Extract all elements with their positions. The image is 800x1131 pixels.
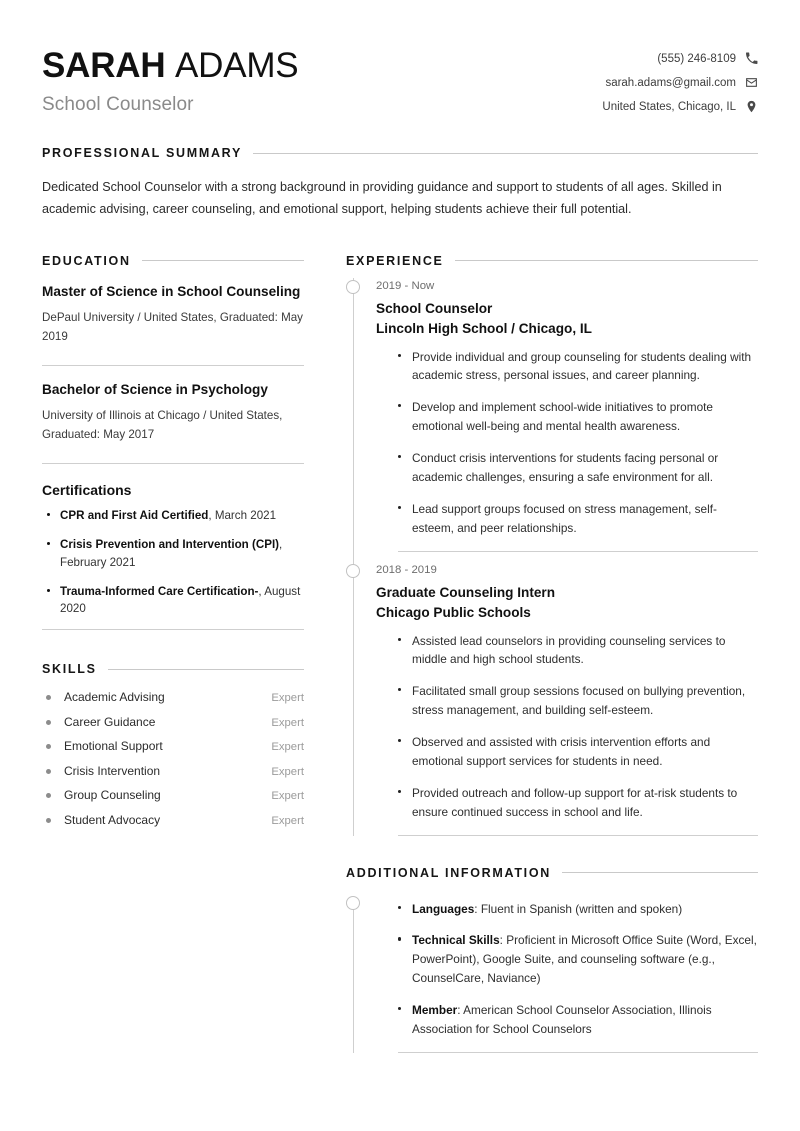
experience-item [376, 268, 758, 552]
experience-heading [346, 254, 758, 268]
education-meta: DePaul University / United States, Graduated: May 2019 [42, 310, 303, 343]
last-name: ADAMS [174, 46, 299, 85]
experience-org: Chicago Public Schools [376, 604, 531, 620]
experience-bullets [376, 632, 758, 822]
contact-phone[interactable] [657, 52, 758, 65]
divider [42, 629, 304, 630]
certification-label: Crisis Prevention and Intervention (CPI) [60, 537, 280, 551]
list-item: Facilitated small group sessions focused on bullying prevention, stress management, and building self-esteem. [398, 682, 758, 720]
resume-header [42, 40, 758, 116]
location-pin-icon [745, 100, 758, 113]
certification-detail: , February 2021 [60, 537, 283, 569]
summary-heading [42, 146, 758, 160]
additional-label: Languages [412, 901, 475, 916]
certification-label: CPR and First Aid Certified [60, 508, 209, 522]
heading-rule [455, 260, 758, 261]
full-name [42, 46, 298, 85]
list-item [398, 1001, 758, 1039]
timeline-line [353, 278, 354, 836]
list-item [42, 764, 304, 778]
education-heading-text: EDUCATION [42, 253, 131, 268]
divider [398, 835, 758, 836]
additional-bullets [376, 900, 758, 1039]
skill-name: Student Advocacy [64, 812, 161, 827]
skill-name: Crisis Intervention [64, 763, 161, 778]
job-title: School Counselor [42, 94, 194, 116]
divider [398, 1052, 758, 1053]
additional-information-section [346, 866, 758, 1053]
contact-location[interactable] [602, 100, 758, 113]
left-column [42, 254, 304, 838]
list-item [398, 900, 758, 919]
list-item [42, 583, 304, 619]
skill-level: Expert [271, 765, 304, 778]
skill-level: Expert [271, 716, 304, 729]
additional-label: Technical Skills [412, 933, 500, 948]
list-item: Develop and implement school-wide initiatives to promote emotional well-being and mental health awareness. [398, 398, 758, 436]
skill-level: Expert [271, 741, 304, 754]
identity-block [42, 46, 298, 116]
additional-label: Member [412, 1003, 458, 1017]
skill-name: Emotional Support [64, 739, 163, 754]
experience-timeline [346, 268, 758, 836]
additional-detail: : Proficient in Microsoft Office Suite (Word, Excel, PowerPoint), Google Suite, and counseling software (e.g., CounselCare, Naviance) [412, 933, 757, 986]
list-item [42, 715, 304, 729]
experience-item [376, 552, 758, 836]
experience-date: 2018 - 2019 [376, 563, 437, 576]
timeline-dot-icon [346, 896, 360, 910]
list-item: Observed and assisted with crisis intervention efforts and emotional support services for students in need. [398, 733, 758, 771]
contact-email[interactable] [605, 76, 758, 89]
list-item: Conduct crisis interventions for students facing personal or academic challenges, ensuring a safe environment for all. [398, 449, 758, 487]
additional-detail: : American School Counselor Association, Illinois Association for School Counselors [412, 1003, 712, 1036]
list-item: Lead support groups focused on stress management, self-esteem, and peer relationships. [398, 500, 758, 538]
list-item [42, 788, 304, 802]
list-item [398, 931, 758, 988]
education-heading [42, 254, 304, 268]
additional-heading-text: ADDITIONAL INFORMATION [346, 865, 551, 880]
skill-name: Academic Advising [64, 690, 165, 705]
list-item [42, 813, 304, 827]
timeline-dot-icon [346, 564, 360, 578]
experience-role: School Counselor [376, 300, 493, 316]
list-item [42, 507, 304, 525]
right-column [346, 254, 758, 1053]
education-item [42, 268, 304, 347]
summary-section [42, 146, 758, 220]
education-degree: Bachelor of Science in Psychology [42, 381, 268, 397]
list-item [42, 536, 304, 572]
certifications-heading: Certifications [42, 481, 132, 498]
divider [42, 463, 304, 464]
list-item: Provide individual and group counseling for students dealing with academic stress, personal issues, and career planning. [398, 348, 758, 386]
experience-section [346, 254, 758, 836]
list-item: Assisted lead counselors in providing counseling services to middle and high school students. [398, 632, 758, 670]
skill-level: Expert [271, 790, 304, 803]
heading-rule [108, 669, 304, 670]
content-columns [42, 254, 758, 1053]
experience-bullets [376, 348, 758, 538]
education-meta: University of Illinois at Chicago / United States, Graduated: May 2017 [42, 409, 283, 441]
phone-icon [745, 52, 758, 65]
skills-heading-text: SKILLS [42, 662, 97, 677]
contact-location-text: United States, Chicago, IL [602, 100, 736, 113]
list-item: Provided outreach and follow-up support for at-risk students to ensure continued success in school and life. [398, 784, 758, 822]
heading-rule [142, 260, 304, 261]
additional-timeline [346, 894, 758, 1053]
experience-heading-text: EXPERIENCE [346, 253, 444, 268]
contact-phone-text: (555) 246-8109 [657, 52, 736, 65]
certification-detail: , March 2021 [208, 508, 277, 522]
skill-name: Group Counseling [64, 788, 161, 803]
contact-email-text: sarah.adams@gmail.com [605, 76, 736, 89]
contact-list [602, 46, 758, 113]
skills-list [42, 690, 304, 827]
list-item [42, 739, 304, 753]
timeline-line [353, 904, 354, 1053]
skills-heading [42, 662, 304, 676]
additional-detail: : Fluent in Spanish (written and spoken) [474, 901, 683, 916]
education-degree: Master of Science in School Counseling [42, 283, 301, 299]
certifications-list [42, 507, 304, 619]
summary-heading-text: PROFESSIONAL SUMMARY [42, 146, 242, 161]
certification-label: Trauma-Informed Care Certification- [60, 584, 259, 598]
certification-detail: , August 2020 [60, 584, 301, 616]
skill-level: Expert [271, 814, 304, 827]
skill-level: Expert [271, 692, 304, 705]
heading-rule [253, 153, 758, 154]
additional-item [376, 894, 758, 1053]
skills-section [42, 662, 304, 827]
first-name: SARAH [42, 46, 166, 85]
experience-date: 2019 - Now [376, 279, 435, 292]
additional-heading [346, 866, 758, 880]
experience-role: Graduate Counseling Intern [376, 584, 556, 600]
summary-text: Dedicated School Counselor with a strong background in providing guidance and support to students of all ages. Skilled in academic advising, career counseling, and emotional support, helping students achieve their full potential. [42, 180, 722, 216]
heading-rule [562, 872, 758, 873]
experience-org: Lincoln High School / Chicago, IL [376, 320, 592, 336]
education-section [42, 254, 304, 631]
skill-name: Career Guidance [64, 714, 156, 729]
envelope-icon [745, 76, 758, 89]
timeline-dot-icon [346, 280, 360, 294]
education-item [42, 366, 304, 445]
list-item [42, 690, 304, 704]
